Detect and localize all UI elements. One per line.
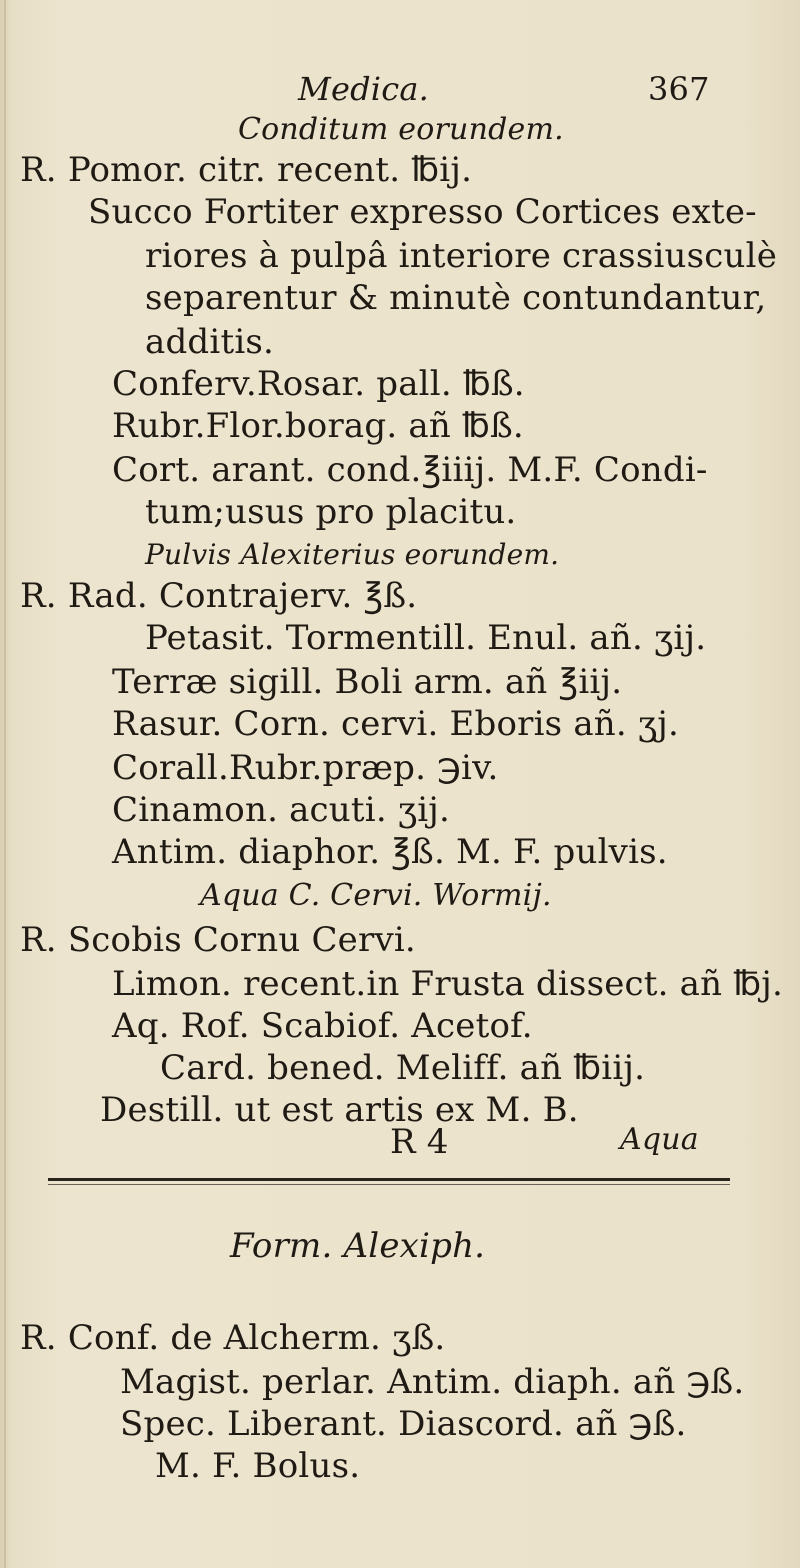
recipe-line: Card. bened. Meliff. añ ℔iij. <box>160 1048 646 1088</box>
recipe-line: Cort. arant. cond.℥iiij. M.F. Condi- <box>112 450 708 490</box>
recipe-line: additis. <box>145 322 275 362</box>
recipe-line: Antim. diaphor. ℥ß. M. F. pulvis. <box>112 832 668 872</box>
recipe-line: tum;usus pro placitu. <box>145 492 517 532</box>
page-number: 367 <box>648 70 710 108</box>
recipe-line: Destill. ut est artis ex M. B. <box>100 1090 579 1130</box>
recipe-line: Corall.Rubr.præp. ℈iv. <box>112 748 499 788</box>
recipe-line: Cinamon. acuti. ʒij. <box>112 790 451 830</box>
signature-mark: R 4 <box>390 1122 449 1162</box>
page-edge-shadow <box>4 0 6 1568</box>
recipe-line: Rasur. Corn. cervi. Eboris añ. ʒj. <box>112 704 680 744</box>
section-title-aqua: Aqua C. Cervi. Wormij. <box>200 878 552 913</box>
recipe-line: Petasit. Tormentill. Enul. añ. ʒij. <box>145 618 707 658</box>
recipe-line: Terræ sigill. Boli arm. añ ℥iij. <box>112 662 623 702</box>
section-title-pulvis: Pulvis Alexiterius eorundem. <box>145 538 560 571</box>
section-title-form: Form. Alexiph. <box>230 1226 486 1266</box>
recipe-line: R. Scobis Cornu Cervi. <box>20 920 416 960</box>
recipe-line: Conferv.Rosar. pall. ℔ß. <box>112 364 525 404</box>
recipe-line: R. Rad. Contrajerv. ℥ß. <box>20 576 418 616</box>
recipe-line: Rubr.Flor.borag. añ ℔ß. <box>112 406 524 446</box>
recipe-line: Magist. perlar. Antim. diaph. añ ℈ß. <box>120 1362 745 1402</box>
recipe-line: M. F. Bolus. <box>155 1446 361 1486</box>
recipe-line: Spec. Liberant. Diascord. añ ℈ß. <box>120 1404 687 1444</box>
recipe-line: riores à pulpâ interiore crassiusculè <box>145 236 778 276</box>
section-divider-thin <box>48 1184 730 1185</box>
recipe-line: Aq. Rof. Scabiof. Acetof. <box>112 1006 533 1046</box>
recipe-line: R. Conf. de Alcherm. ʒß. <box>20 1318 446 1358</box>
recipe-line: R. Pomor. citr. recent. ℔ij. <box>20 150 473 190</box>
section-divider <box>48 1178 730 1181</box>
section-title-conditum: Conditum eorundem. <box>238 112 564 147</box>
catchword: Aqua <box>620 1122 699 1157</box>
recipe-line: Succo Fortiter expresso Cortices exte- <box>88 192 757 232</box>
recipe-line: Limon. recent.in Frusta dissect. añ ℔j. <box>112 964 783 1004</box>
recipe-line: separentur & minutè contundantur, <box>145 278 767 318</box>
running-title: Medica. <box>298 70 429 108</box>
